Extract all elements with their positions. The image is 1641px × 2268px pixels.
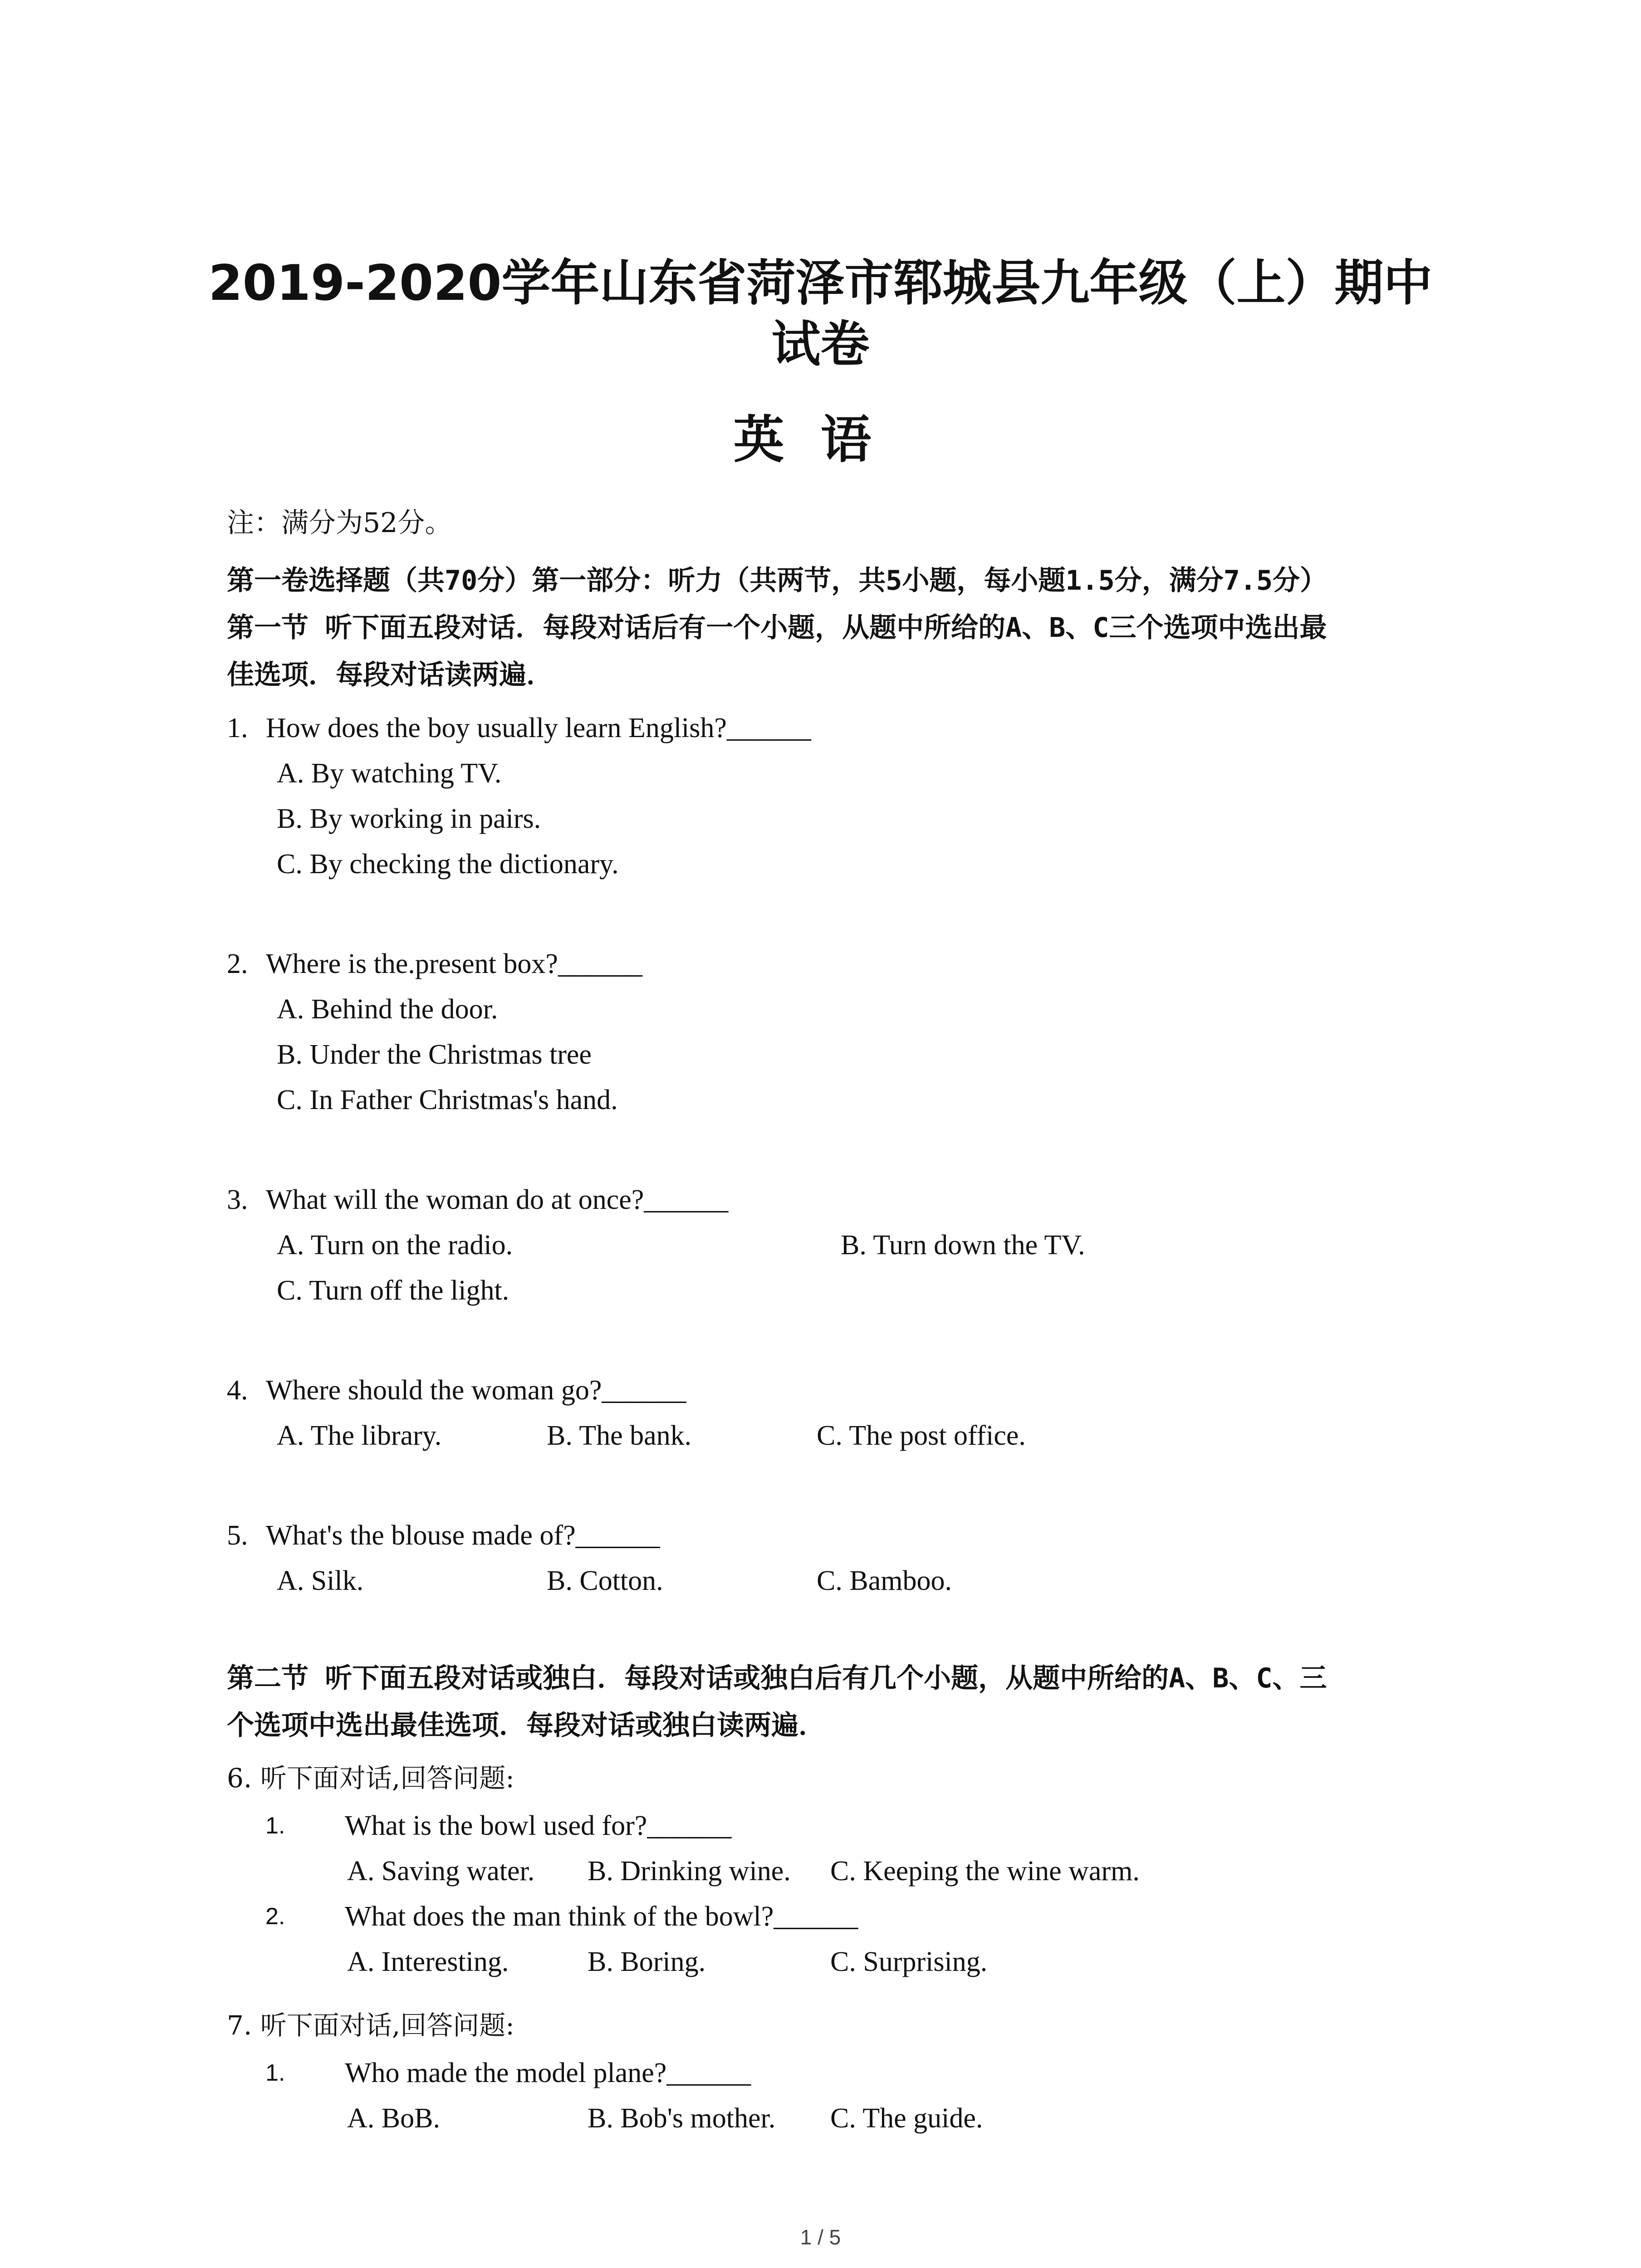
q6-sub2: [265, 1898, 858, 1935]
sub-question-text: What is the bowl used for?______: [345, 1810, 732, 1841]
sub-question-text: What does the man think of the bowl?______: [345, 1901, 858, 1932]
question-text: Where should the woman go?______: [266, 1375, 686, 1406]
q6-sub1-option-a: A. Saving water.: [347, 1856, 535, 1887]
q6-sub1-option-b: B. Drinking wine.: [588, 1856, 791, 1887]
question-text: Where is the.present box?______: [266, 948, 642, 979]
question-3: [227, 1182, 728, 1218]
score-note: 注：满分为52分。: [227, 507, 452, 539]
q7-sub1-option-b: B. Bob's mother.: [588, 2103, 776, 2134]
sub-question-number: 1.: [265, 1813, 285, 1839]
q6-sub2-option-c: C. Surprising.: [830, 1946, 988, 1977]
sub-question-number: 2.: [265, 1903, 285, 1930]
part2-instructions-line1: 第二节 听下面五段对话或独白．每段对话或独白后有几个小题，从题中所给的A、B、C、三: [227, 1662, 1327, 1694]
q6-sub2-option-b: B. Boring.: [588, 1946, 706, 1977]
question-1: [227, 710, 811, 746]
q4-option-c: C. The post office.: [817, 1420, 1026, 1451]
q6-sub2-option-a: A. Interesting.: [347, 1946, 509, 1977]
part1-instructions-line2: 佳选项．每段对话读两遍．: [227, 659, 554, 691]
question-5: [227, 1517, 660, 1554]
q2-option-b: B. Under the Christmas tree: [277, 1039, 592, 1070]
q4-option-b: B. The bank.: [547, 1420, 692, 1451]
q4-option-a: A. The library.: [277, 1420, 442, 1451]
page-number: 1 / 5: [800, 2225, 841, 2249]
question-text: What will the woman do at once?______: [266, 1184, 729, 1215]
part2-instructions-line2: 个选项中选出最佳选项．每段对话或独白读两遍．: [227, 1710, 826, 1741]
q2-option-c: C. In Father Christmas's hand.: [277, 1085, 618, 1115]
question-4: [227, 1372, 686, 1408]
question-number: 5.: [227, 1520, 248, 1551]
q1-option-b: B. By working in pairs.: [277, 803, 541, 834]
sub-question-number: 1.: [265, 2060, 285, 2086]
q7-sub1: [265, 2055, 751, 2091]
q7-sub1-option-a: A. BoB.: [347, 2103, 440, 2134]
question-7-intro: 7. 听下面对话,回答问题:: [227, 2010, 514, 2041]
q5-option-b: B. Cotton.: [547, 1565, 663, 1596]
exam-title-line2: 试卷: [771, 316, 870, 373]
question-text: What's the blouse made of?______: [266, 1520, 660, 1551]
question-text: How does the boy usually learn English?______: [266, 713, 811, 743]
sub-question-text: Who made the model plane?______: [345, 2058, 751, 2088]
question-number: 1.: [227, 713, 248, 743]
q3-option-b: B. Turn down the TV.: [841, 1230, 1085, 1261]
question-6-intro: 6. 听下面对话,回答问题:: [227, 1763, 514, 1794]
q3-option-c: C. Turn off the light.: [277, 1275, 509, 1306]
question-number: 2.: [227, 948, 248, 979]
q5-option-a: A. Silk.: [277, 1565, 364, 1596]
q1-option-a: A. By watching TV.: [277, 758, 502, 789]
exam-title-line1: 2019-2020学年山东省菏泽市郓城县九年级（上）期中: [208, 255, 1433, 312]
q2-option-a: A. Behind the door.: [277, 994, 498, 1025]
q6-sub1-option-c: C. Keeping the wine warm.: [830, 1856, 1140, 1887]
question-number: 3.: [227, 1184, 248, 1215]
q7-sub1-option-c: C. The guide.: [830, 2103, 983, 2134]
q6-sub1: [265, 1808, 732, 1844]
q3-option-a: A. Turn on the radio.: [277, 1230, 513, 1261]
subject-heading: 英语: [733, 410, 908, 469]
section-header: 第一卷选择题（共70分）第一部分：听力（共两节，共5小题，每小题1.5分，满分7.5分）: [227, 565, 1327, 596]
question-number: 4.: [227, 1375, 248, 1406]
q5-option-c: C. Bamboo.: [817, 1565, 952, 1596]
question-2: [227, 946, 642, 982]
part1-instructions-line1: 第一节 听下面五段对话．每段对话后有一个小题，从题中所给的A、B、C三个选项中选出最: [227, 612, 1327, 644]
q1-option-c: C. By checking the dictionary.: [277, 849, 619, 880]
